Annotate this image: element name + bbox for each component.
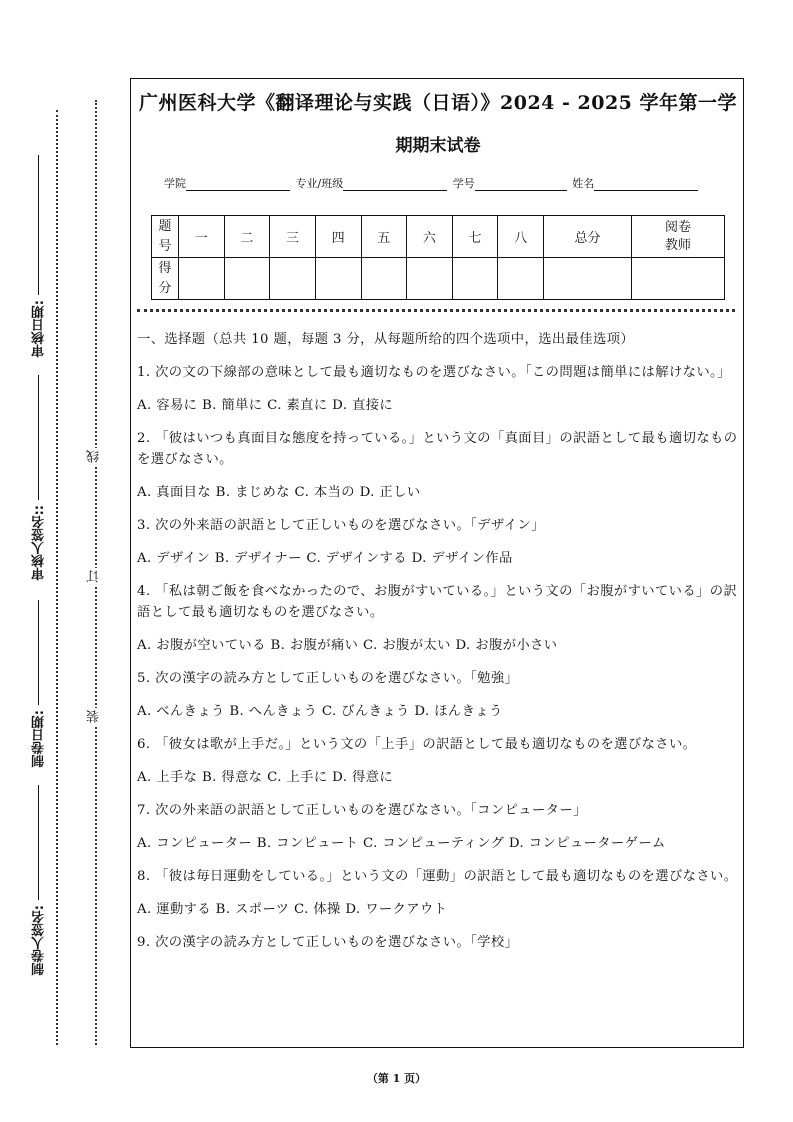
make-signer-label: 制卷人签名:: [32, 905, 47, 976]
score-cell[interactable]: [224, 258, 270, 300]
question-7-options: A. コンピューター B. コンピュート C. コンピューティング D. コンピューターゲーム: [137, 836, 666, 851]
question-8: 8. 「彼は毎日運動をしている。」という文の「運動」の訳語として最も適切なものを選びなさい。: [137, 869, 738, 884]
score-cell-grader[interactable]: [632, 258, 725, 300]
question-2: 2. 「彼はいつも真面目な態度を持っている。」という文の「真面目」の訳語として最も適切なものを選びなさい。: [137, 431, 738, 467]
review-signer-label: 审核人签名::: [32, 505, 47, 581]
col-8: 八: [498, 216, 544, 258]
review-signer-line[interactable]: [38, 375, 39, 500]
question-3-options: A. デザイン B. デザイナー C. デザインする D. デザイン作品: [137, 551, 513, 566]
school-field[interactable]: [186, 179, 290, 191]
score-table: [151, 215, 725, 300]
question-5: 5. 次の漢字の読み方として正しいものを選びなさい。「勉強」: [137, 671, 519, 686]
exam-page-frame: [130, 78, 744, 1048]
name-label: 姓名: [572, 177, 595, 190]
section-1-heading: 一、选择题（总共 10 题，每题 3 分，从每题所给的四个选项中，选出最佳选项）: [137, 332, 635, 347]
question-2-options: A. 真面目な B. まじめな C. 本当の D. 正しい: [137, 485, 421, 500]
cut-line-mark-ding: 订: [87, 570, 102, 583]
major-class-field[interactable]: [343, 179, 447, 191]
score-cell[interactable]: [498, 258, 544, 300]
col-1: 一: [179, 216, 225, 258]
score-cell[interactable]: [407, 258, 453, 300]
col-2: 二: [224, 216, 270, 258]
cut-line-mark-zhuang: 装: [87, 710, 102, 723]
question-9: 9. 次の漢字の読み方として正しいものを選びなさい。「学校」: [137, 935, 519, 950]
score-cell-total[interactable]: [544, 258, 632, 300]
major-class-label: 专业/班级: [295, 177, 344, 190]
col-7: 七: [452, 216, 498, 258]
dotted-separator: [137, 309, 735, 312]
score-cell[interactable]: [315, 258, 361, 300]
make-date-label: 制卷日期:: [32, 710, 47, 768]
score-cell[interactable]: [452, 258, 498, 300]
section-1-content: [137, 329, 741, 965]
score-table-score-row: [152, 258, 725, 300]
review-date-line[interactable]: [38, 155, 39, 295]
student-id-label: 学号: [452, 177, 475, 190]
question-1-options: A. 容易に B. 簡単に C. 素直に D. 直接に: [137, 398, 394, 413]
exam-title-continued: 期期末试卷: [395, 136, 481, 156]
score-table-header-row: [152, 216, 725, 258]
col-5: 五: [361, 216, 407, 258]
question-1: 1. 次の文の下線部の意味として最も適切なものを選びなさい。「この問題は簡単には解けない。」: [137, 365, 731, 380]
exam-title: 广州医科大学《翻译理论与实践（日语）》2024 - 2025 学年第一学: [139, 92, 737, 114]
col-6: 六: [407, 216, 453, 258]
col-total: 总分: [544, 216, 632, 258]
question-5-options: A. べんきょう B. へんきょう C. びんきょう D. ほんきょう: [137, 704, 503, 719]
page-number: （第 1 页）: [366, 1072, 427, 1085]
col-4: 四: [315, 216, 361, 258]
score-cell[interactable]: [270, 258, 316, 300]
col-grader: 阅卷 教师: [632, 216, 725, 258]
question-8-options: A. 運動する B. スポーツ C. 体操 D. ワークアウト: [137, 902, 448, 917]
question-6: 6. 「彼女は歌が上手だ。」という文の「上手」の訳語として最も適切なものを選びなさい。: [137, 737, 697, 752]
make-signer-line[interactable]: [38, 785, 39, 900]
cut-line-mark-xian: 线: [87, 450, 102, 463]
question-4-options: A. お腹が空いている B. お腹が痛い C. お腹が太い D. お腹が小さい: [137, 638, 558, 653]
question-4: 4. 「私は朝ご飯を食べなかったので、お腹がすいている。」という文の「お腹がすいている」の訳語として最も適切なものを選びなさい。: [137, 584, 738, 620]
col-3: 三: [270, 216, 316, 258]
score-cell[interactable]: [179, 258, 225, 300]
review-date-label: 审核日期:: [32, 300, 47, 358]
student-info-row: [164, 175, 700, 191]
score-cell[interactable]: [361, 258, 407, 300]
question-3: 3. 次の外来語の訳語として正しいものを選びなさい。「デザイン」: [137, 518, 545, 533]
question-6-options: A. 上手な B. 得意な C. 上手に D. 得意に: [137, 770, 394, 785]
school-label: 学院: [164, 177, 186, 190]
left-dotted-line: [56, 110, 58, 1045]
name-field[interactable]: [594, 179, 698, 191]
make-date-line[interactable]: [38, 600, 39, 705]
score-label: 得 分: [152, 258, 179, 300]
question-7: 7. 次の外来語の訳語として正しいものを選びなさい。「コンピューター」: [137, 803, 587, 818]
question-number-label: 题 号: [152, 216, 179, 258]
student-id-field[interactable]: [475, 179, 567, 191]
